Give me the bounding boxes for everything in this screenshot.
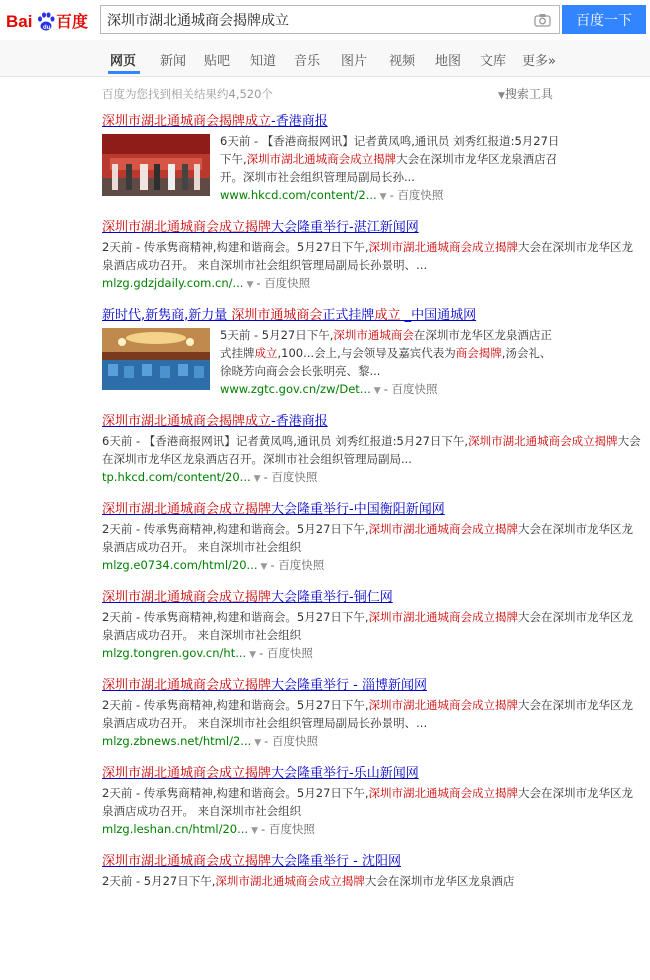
title-part: 深圳市通城商会 xyxy=(231,308,323,323)
result-title[interactable] xyxy=(102,412,642,432)
title-part: 大会隆重举行-乐山新闻网 xyxy=(271,766,419,781)
result-title[interactable] xyxy=(102,588,642,608)
cache-link[interactable]: - 百度快照 xyxy=(256,276,311,290)
cache-label: 百度快照 xyxy=(278,558,325,572)
tab-video[interactable]: 视频 xyxy=(389,54,416,69)
result-url[interactable]: mlzg.tongren.gov.cn/ht... xyxy=(102,646,247,660)
cache-label: 百度快照 xyxy=(271,470,318,484)
tab-news[interactable]: 新闻 xyxy=(160,54,187,69)
snippet-part: 2天前 - 传承隽商精神,构建和谐商会。5月27日下午, xyxy=(102,522,369,536)
search-result xyxy=(102,306,642,400)
result-url[interactable]: mlzg.leshan.cn/html/20... xyxy=(102,822,249,836)
search-tools-label: 搜索工具 xyxy=(504,87,553,101)
result-snippet xyxy=(102,784,642,820)
search-result xyxy=(102,218,642,294)
snippet-part: 6天前 - 【香港商报网讯】记者黄凤鸣,通讯员 刘秀红报道:5月27日下午, xyxy=(220,134,560,166)
search-button[interactable]: 百度一下 xyxy=(562,5,646,34)
title-part: 大会隆重举行-中国衡阳新闻网 xyxy=(271,502,445,517)
snippet-part: 深圳市湖北通城商会成立揭牌 xyxy=(215,874,365,888)
title-part: 新时代,新隽商,新力量 xyxy=(102,308,232,323)
result-count: 百度为您找到相关结果约4,520个 xyxy=(102,87,273,101)
cache-link[interactable]: - 百度快照 xyxy=(383,382,438,396)
snippet-part: 2天前 - 传承隽商精神,构建和谐商会。5月27日下午, xyxy=(102,786,369,800)
result-thumbnail[interactable] xyxy=(102,134,210,196)
snippet-part: 大会在深圳市龙华区龙泉酒店成功召开。 来自深圳市社会组织管理局副局长孙景明、... xyxy=(102,698,634,730)
tab-web[interactable]: 网页 xyxy=(110,54,137,69)
snippet-part: 深圳市通城商会 xyxy=(333,328,414,342)
result-url-line xyxy=(102,274,642,294)
svg-text:Bai: Bai xyxy=(6,12,33,31)
result-title[interactable] xyxy=(102,852,642,872)
dropdown-arrow-icon[interactable]: ▼ xyxy=(246,280,254,290)
camera-icon[interactable] xyxy=(534,13,551,27)
cache-link[interactable]: - 百度快照 xyxy=(389,188,444,202)
result-url-line xyxy=(220,186,560,206)
cache-label: 百度快照 xyxy=(268,822,315,836)
title-part: _中国通城网 xyxy=(400,308,477,323)
snippet-part: 大会在深圳市龙华区龙泉酒店成功召开。 来自深圳市社会组织 xyxy=(102,610,634,642)
tab-wenku[interactable]: 文库 xyxy=(480,54,507,69)
tab-map[interactable]: 地图 xyxy=(435,54,462,69)
cache-link[interactable]: - 百度快照 xyxy=(270,558,325,572)
baidu-logo[interactable] xyxy=(6,6,94,34)
cache-label: 百度快照 xyxy=(397,188,444,202)
snippet-part: 大会在深圳市龙华区龙泉酒店召开。深圳市社会组织管理局副局长孙... xyxy=(220,152,558,184)
search-tools[interactable] xyxy=(498,85,553,102)
snippet-part: 深圳市湖北通城商会成立揭牌 xyxy=(368,522,519,536)
result-url[interactable]: mlzg.e0734.com/html/20... xyxy=(102,558,258,572)
dropdown-arrow-icon[interactable]: ▼ xyxy=(254,738,262,748)
snippet-part: 2天前 - 传承隽商精神,构建和谐商会。5月27日下午, xyxy=(102,610,369,624)
result-snippet xyxy=(102,432,642,468)
search-result xyxy=(102,764,642,840)
results-list xyxy=(102,112,642,902)
result-url-line xyxy=(220,380,560,400)
result-url-line xyxy=(102,468,642,488)
search-result xyxy=(102,500,642,576)
dropdown-arrow-icon[interactable]: ▼ xyxy=(260,562,268,572)
snippet-part: 大会在深圳市龙华区龙泉酒店成功召开。 来自深圳市社会组织管理局副局长孙景明、... xyxy=(102,240,634,272)
title-part: 深圳市湖北通城商会揭牌成立 xyxy=(102,114,272,129)
svg-text:du: du xyxy=(43,25,51,31)
result-url[interactable]: mlzg.gdzjdaily.com.cn/... xyxy=(102,276,244,290)
cache-label: 百度快照 xyxy=(264,276,311,290)
snippet-part: 大会在深圳市龙华区龙泉酒店成功召开。 来自深圳市社会组织 xyxy=(102,522,634,554)
cache-link[interactable]: - 百度快照 xyxy=(261,822,315,836)
title-part: 深圳市湖北通城商会成立揭牌 xyxy=(102,220,272,235)
paw-icon xyxy=(38,12,55,31)
snippet-part: 深圳市湖北通城商会成立揭牌 xyxy=(468,434,618,448)
dropdown-arrow-icon[interactable]: ▼ xyxy=(251,826,259,836)
result-snippet xyxy=(102,238,642,274)
snippet-part: 2天前 - 传承隽商精神,构建和谐商会。5月27日下午, xyxy=(102,698,369,712)
result-url[interactable]: www.zgtc.gov.cn/zw/Det... xyxy=(220,382,371,396)
snippet-part: 成立 xyxy=(254,346,278,360)
title-part: -香港商报 xyxy=(271,114,328,129)
search-box[interactable] xyxy=(100,5,560,34)
active-tab-indicator xyxy=(108,71,140,74)
title-part: 大会隆重举行 - 沈阳网 xyxy=(271,854,401,869)
filter-icon: ▼ xyxy=(498,91,505,101)
title-part: 深圳市湖北通城商会揭牌成立 xyxy=(102,414,272,429)
tab-more[interactable]: 更多» xyxy=(522,54,556,69)
result-url-line xyxy=(102,644,642,664)
snippet-part: 大会在深圳市龙华区龙泉酒店成功召开。 来自深圳市社会组织 xyxy=(102,786,634,818)
result-snippet xyxy=(102,696,642,732)
result-url[interactable]: mlzg.zbnews.net/html/2... xyxy=(102,734,252,748)
result-url-line xyxy=(102,732,642,752)
search-result xyxy=(102,412,642,488)
result-title[interactable] xyxy=(102,764,642,784)
result-thumbnail[interactable] xyxy=(102,328,210,390)
cache-label: 百度快照 xyxy=(391,382,438,396)
search-result xyxy=(102,112,642,206)
title-part: 大会隆重举行 - 淄博新闻网 xyxy=(271,678,427,693)
snippet-part: 2天前 - 5月27日下午, xyxy=(102,874,216,888)
tabs-bar xyxy=(0,40,650,77)
tab-tieba[interactable]: 贴吧 xyxy=(204,54,231,69)
result-snippet xyxy=(102,872,642,890)
title-part: 深圳市湖北通城商会成立揭牌 xyxy=(102,590,272,605)
dropdown-arrow-icon[interactable]: ▼ xyxy=(253,474,261,484)
result-snippet xyxy=(102,608,642,644)
search-result xyxy=(102,676,642,752)
snippet-part: 深圳市湖北通城商会成立揭牌 xyxy=(368,610,519,624)
title-part: 深圳市湖北通城商会成立揭牌 xyxy=(102,502,272,517)
snippet-part: 深圳市湖北通城商会成立揭牌 xyxy=(246,152,397,166)
tab-music[interactable]: 音乐 xyxy=(294,54,321,69)
snippet-part: 在深圳市龙华区龙泉酒店正式挂牌 xyxy=(220,328,552,360)
header xyxy=(0,0,650,40)
title-part: 大会隆重举行-湛江新闻网 xyxy=(271,220,419,235)
dropdown-arrow-icon[interactable]: ▼ xyxy=(373,386,381,396)
result-snippet xyxy=(102,520,642,556)
result-snippet xyxy=(220,132,560,186)
snippet-part: 5天前 - 5月27日下午, xyxy=(220,328,334,342)
result-title[interactable] xyxy=(102,218,642,238)
search-result xyxy=(102,852,642,890)
search-result xyxy=(102,588,642,664)
tab-images[interactable]: 图片 xyxy=(341,54,368,69)
snippet-part: 深圳市湖北通城商会成立揭牌 xyxy=(368,698,519,712)
search-input[interactable] xyxy=(101,6,527,33)
dropdown-arrow-icon[interactable]: ▼ xyxy=(379,192,387,202)
title-part: 成立 xyxy=(374,308,401,323)
snippet-part: 商会揭牌 xyxy=(455,346,502,360)
tab-zhidao[interactable]: 知道 xyxy=(250,54,277,69)
result-snippet xyxy=(220,326,560,380)
snippet-part: 深圳市湖北通城商会成立揭牌 xyxy=(368,786,519,800)
title-part: 大会隆重举行-铜仁网 xyxy=(271,590,393,605)
snippet-part: 2天前 - 传承隽商精神,构建和谐商会。5月27日下午, xyxy=(102,240,369,254)
title-part: 深圳市湖北通城商会成立揭牌 xyxy=(102,766,272,781)
result-url[interactable]: www.hkcd.com/content/2... xyxy=(220,188,377,202)
result-title[interactable] xyxy=(102,112,642,132)
cache-label: 百度快照 xyxy=(271,734,318,748)
title-part: 正式挂牌 xyxy=(322,308,375,323)
title-part: -香港商报 xyxy=(271,414,328,429)
result-title[interactable] xyxy=(102,500,642,520)
result-url[interactable]: tp.hkcd.com/content/20... xyxy=(102,470,251,484)
snippet-part: 大会在深圳市龙华区龙泉酒店 xyxy=(364,874,515,888)
snippet-part: 大会在深圳市龙华区龙泉酒店召开。深圳市社会组织管理局副局... xyxy=(102,434,641,466)
snippet-part: ,100...会上,与会领导及嘉宾代表为 xyxy=(277,346,456,360)
cache-link[interactable]: - 百度快照 xyxy=(259,646,313,660)
cache-label: 百度快照 xyxy=(266,646,313,660)
svg-text:百度: 百度 xyxy=(56,12,89,31)
result-title[interactable] xyxy=(102,306,642,326)
title-part: 深圳市湖北通城商会成立揭牌 xyxy=(102,678,272,693)
snippet-part: 6天前 - 【香港商报网讯】记者黄凤鸣,通讯员 刘秀红报道:5月27日下午, xyxy=(102,434,469,448)
snippet-part: ,汤会礼、徐晓芳向商会会长张明亮、黎... xyxy=(220,346,552,378)
result-url-line xyxy=(102,556,642,576)
result-url-line xyxy=(102,820,642,840)
result-title[interactable] xyxy=(102,676,642,696)
snippet-part: 深圳市湖北通城商会成立揭牌 xyxy=(368,240,519,254)
dropdown-arrow-icon[interactable]: ▼ xyxy=(249,650,257,660)
cache-link[interactable]: - 百度快照 xyxy=(264,734,318,748)
cache-link[interactable]: - 百度快照 xyxy=(263,470,318,484)
title-part: 深圳市湖北通城商会成立揭牌 xyxy=(102,854,272,869)
